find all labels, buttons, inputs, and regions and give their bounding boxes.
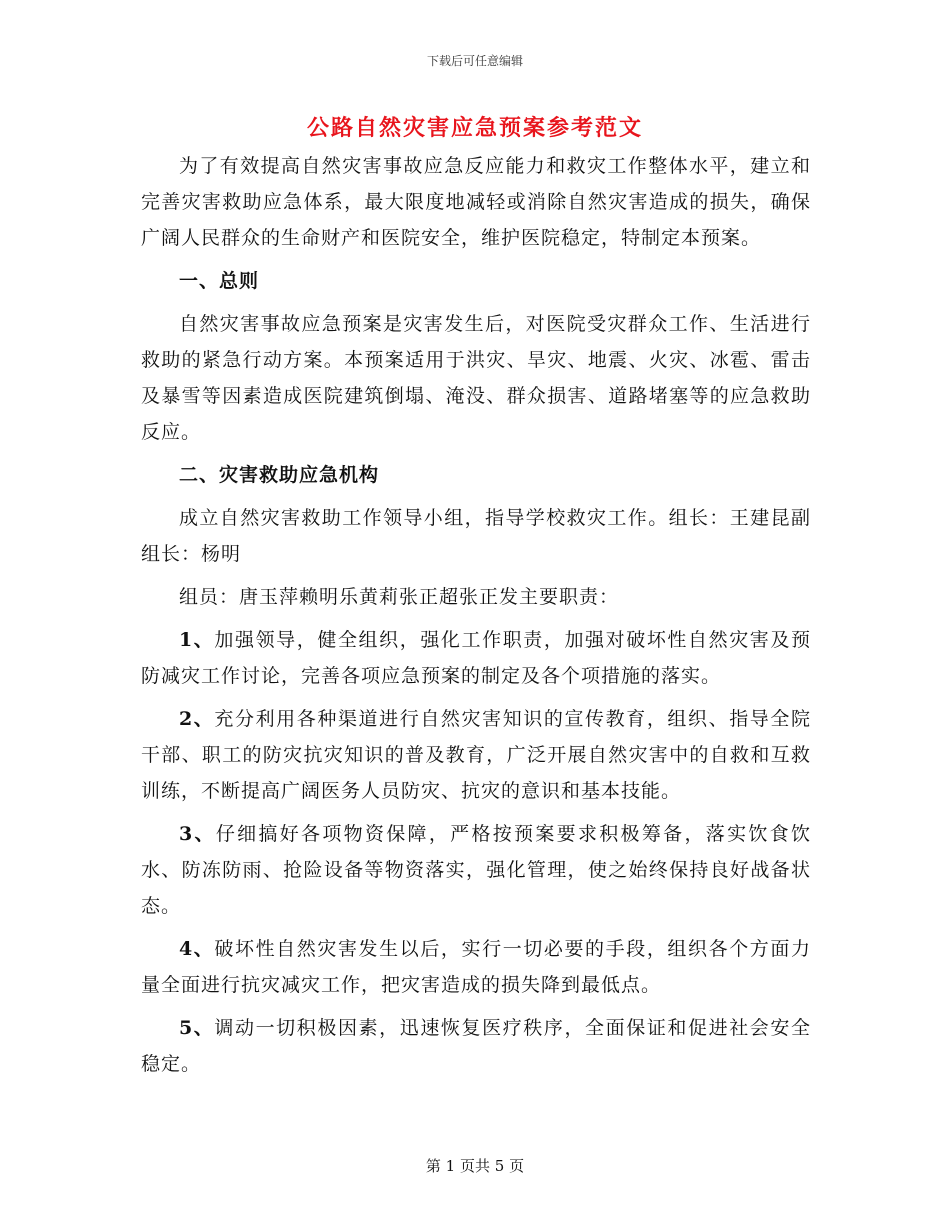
duty-item [141,816,811,924]
duty-item-text: 调动一切积极因素，迅速恢复医疗秩序，全面保证和促进社会安全稳定。 [141,1017,811,1075]
section-general-paragraph: 自然灾害事故应急预案是灾害发生后，对医院受灾群众工作、生活进行救助的紧急行动方案。本预案适用于洪灾、旱灾、地震、火灾、冰雹、雷击及暴雪等因素造成医院建筑倒塌、淹没、群众损害、道路堵塞等的应急救助反应。 [141,313,811,443]
duty-item-number: 5、 [179,1017,215,1039]
organization-leaders-paragraph: 成立自然灾害救助工作领导小组，指导学校救灾工作。组长：王建昆副组长：杨明 [141,507,811,565]
page-header-note: 下载后可任意编辑 [426,54,523,68]
duty-item [141,1010,811,1082]
section-heading-general: 一、总则 [179,270,260,292]
duty-item-text: 仔细搞好各项物资保障，严格按预案要求积极筹备，落实饮食饮水、防冻防雨、抢险设备等物资落实，强化管理，使之始终保持良好战备状态。 [141,823,811,917]
duty-item [141,931,811,1003]
duty-item-number: 2、 [179,708,215,730]
section-heading-organization: 二、灾害救助应急机构 [179,464,380,486]
organization-members-paragraph: 组员：唐玉萍赖明乐黄莉张正超张正发主要职责： [179,586,620,608]
intro-paragraph: 为了有效提高自然灾害事故应急反应能力和救灾工作整体水平，建立和完善灾害救助应急体系，最大限度地减轻或消除自然灾害造成的损失，确保广阔人民群众的生命财产和医院安全，维护医院稳定，特制定本预案。 [141,155,811,249]
duty-item [141,622,811,694]
duty-item-text: 破坏性自然灾害发生以后，实行一切必要的手段，组织各个方面力量全面进行抗灾减灾工作，把灾害造成的损失降到最低点。 [141,938,811,996]
duty-item-number: 1、 [179,629,215,651]
document-title: 公路自然灾害应急预案参考范文 [306,115,643,141]
duty-item [141,701,811,809]
document-body [141,148,811,1089]
duty-item-text: 加强领导，健全组织，强化工作职责，加强对破坏性自然灾害及预防减灾工作讨论，完善各项应急预案的制定及各个项措施的落实。 [141,629,811,687]
duty-item-text: 充分利用各种渠道进行自然灾害知识的宣传教育，组织、指导全院干部、职工的防灾抗灾知识的普及教育，广泛开展自然灾害中的自救和互救训练，不断提高广阔医务人员防灾、抗灾的意识和基本技能。 [141,708,811,802]
duty-item-number: 4、 [179,938,215,960]
page-number: 第 1 页共 5 页 [425,1157,525,1175]
duty-item-number: 3、 [179,823,216,845]
